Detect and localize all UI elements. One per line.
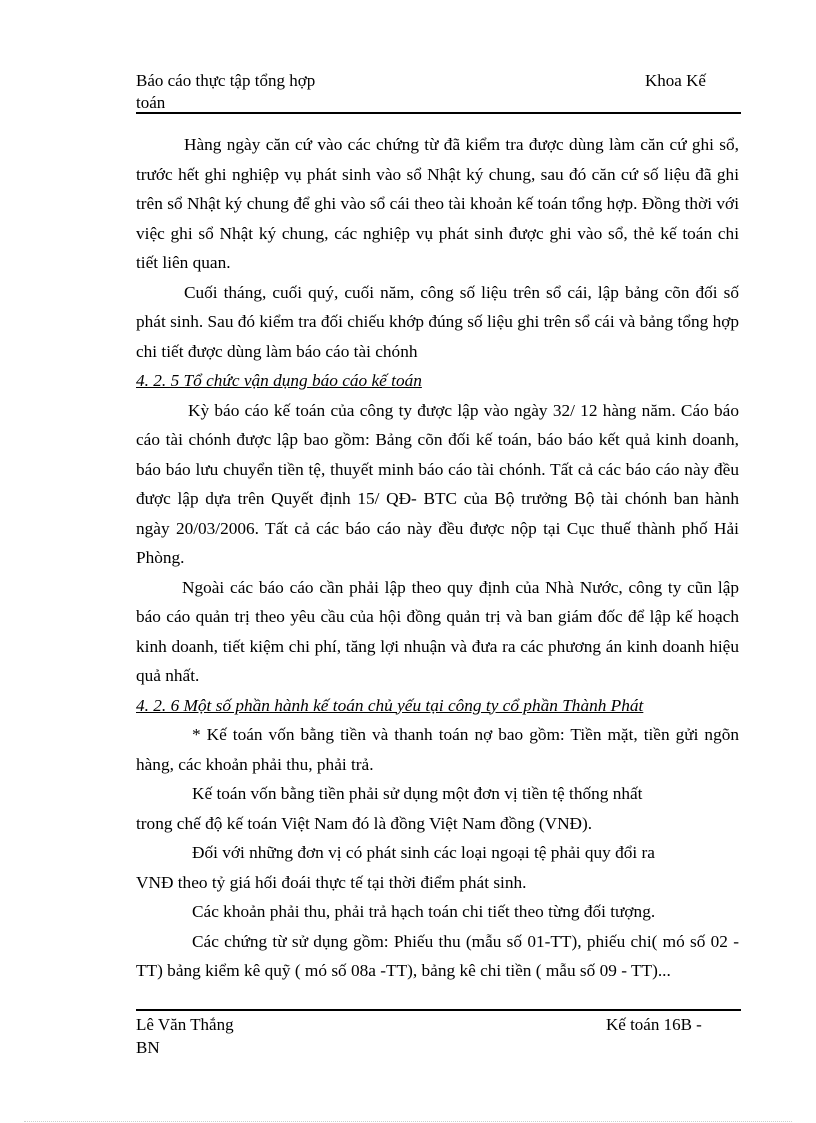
paragraph-7-line-2: VNĐ theo tỷ giá hối đoái thực tế tại thời điểm phát sinh. bbox=[136, 872, 527, 892]
document-body bbox=[136, 130, 739, 986]
paragraph-6-line-2: trong chế độ kế toán Việt Nam đó là đồng Việt Nam đồng (VNĐ). bbox=[136, 813, 593, 833]
footer-author bbox=[136, 1013, 336, 1059]
header-report-title: Báo cáo thực tập tổng hợp bbox=[136, 71, 316, 90]
paragraph-2: Cuối tháng, cuối quý, cuối năm, công số liệu trên sổ cái, lập bảng cõn đối số phát sinh. Sau đó kiểm tra đối chiếu khớp đúng số liệu ghi trên sổ cái và bảng tổng hợp chi tiết được dùng làm báo cáo tài chónh bbox=[136, 282, 739, 361]
header-left bbox=[136, 70, 436, 114]
paragraph-5: * Kế toán vốn bằng tiền và thanh toán nợ bao gồm: Tiền mặt, tiền gửi ngõn hàng, các khoản phải thu, phải trả. bbox=[136, 725, 739, 774]
page-bottom-edge bbox=[24, 1121, 792, 1122]
section-heading-4-2-6: 4. 2. 6 Một số phần hành kế toán chủ yếu tại công ty cổ phần Thành Phát bbox=[136, 695, 644, 715]
paragraph-4: Ngoài các báo cáo cần phải lập theo quy định của Nhà Nước, công ty cũn lập báo cáo quản trị theo yêu cầu của hội đồng quản trị và ban giám đốc để lập kế hoạch kinh doanh, tiết kiệm chi phí, tăng lợi nhuận và đưa ra các phương án kinh doanh hiệu quả nhất. bbox=[136, 577, 739, 685]
paragraph-6-line-1: Kế toán vốn bằng tiền phải sử dụng một đơn vị tiền tệ thống nhất bbox=[192, 784, 643, 803]
header-divider bbox=[136, 112, 741, 114]
header-department: Khoa Kế bbox=[645, 71, 706, 90]
paragraph-9: Các chứng từ sử dụng gồm: Phiếu thu (mẫu số 01-TT), phiếu chi( mó số 02 - TT) bảng kiểm kê quỹ ( mó số 08a -TT), bảng kê chi tiền ( mẫu số 09 - TT)... bbox=[136, 931, 739, 980]
header-report-title-cont: toán bbox=[136, 93, 166, 112]
paragraph-3: Kỳ báo cáo kế toán của công ty được lập vào ngày 32/ 12 hàng năm. Cáo báo cáo tài chónh được lập bao gồm: Bảng cõn đối kế toán, báo báo kết quả kinh doanh, báo báo lưu chuyển tiền tệ, thuyết minh báo cáo tài chónh. Tất cả các báo cáo này đều được lập dựa trên Quyết định 15/ QĐ- BTC của Bộ trưởng Bộ tài chónh ban hành ngày 20/03/2006. Tất cả các báo cáo này đều được nộp tại Cục thuế thành phố Hải Phòng. bbox=[136, 400, 739, 567]
paragraph-7-line-1: Đối với những đơn vị có phát sinh các loại ngoại tệ phải quy đổi ra bbox=[192, 843, 655, 862]
footer-author-suffix: BN bbox=[136, 1038, 160, 1057]
paragraph-8: Các khoản phải thu, phải trả hạch toán chi tiết theo từng đối tượng. bbox=[192, 902, 656, 921]
footer-author-name: Lê Văn Thắng bbox=[136, 1015, 234, 1034]
footer-divider bbox=[136, 1009, 741, 1011]
paragraph-1: Hàng ngày căn cứ vào các chứng từ đã kiểm tra được dùng làm căn cứ ghi sổ, trước hết ghi nghiệp vụ phát sinh vào sổ Nhật ký chung, sau đó căn cứ số liệu đã ghi trên sổ Nhật ký chung để ghi vào sổ cái theo tài khoản kế toán tổng hợp. Đồng thời với việc ghi sổ Nhật ký chung, các nghiệp vụ phát sinh được ghi vào sổ, thẻ kế toán chi tiết liên quan. bbox=[136, 135, 739, 272]
footer-class: Kế toán 16B - bbox=[606, 1015, 702, 1034]
section-heading-4-2-5: 4. 2. 5 Tổ chức vận dụng báo cáo kế toán bbox=[136, 371, 422, 390]
